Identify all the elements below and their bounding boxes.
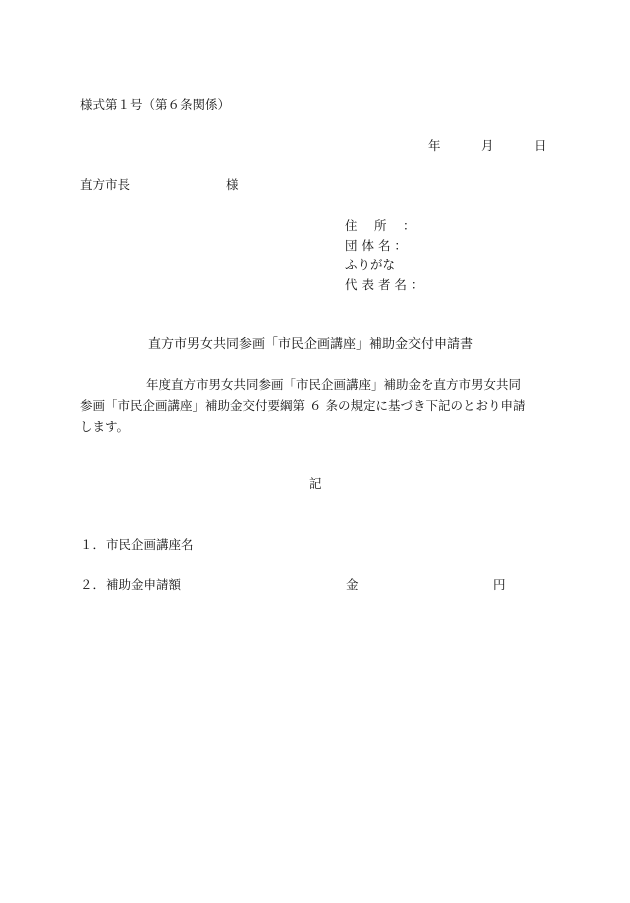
furigana-label: ふりがな	[345, 257, 396, 272]
body-paragraph	[80, 374, 560, 437]
body-line-3: します。	[80, 419, 130, 434]
date-month-label: 月	[481, 138, 494, 153]
date-day-label: 日	[534, 138, 547, 153]
addressee-honorific: 様	[226, 177, 239, 192]
amount-prefix: 金	[346, 577, 359, 592]
group-name-label: 団 体 名 ：	[345, 238, 407, 253]
item-1-number: １．	[80, 537, 106, 552]
date-year-label: 年	[428, 138, 441, 153]
address-label: 住 所 ：	[345, 218, 416, 233]
representative-label: 代 表 者 名 ：	[345, 277, 424, 292]
body-line-1: 年度直方市男女共同参画「市民企画講座」補助金を直方市男女共同	[146, 377, 522, 392]
item-1-label: 市民企画講座名	[106, 537, 194, 552]
body-line-2: 参画「市民企画講座」補助金交付要綱第 ６ 条の規定に基づき下記のとおり申請	[80, 398, 526, 413]
addressee-name: 直方市長	[80, 177, 131, 192]
form-number: 様式第１号（第６条関係）	[80, 97, 231, 112]
amount-suffix: 円	[493, 577, 506, 592]
document-title: 直方市男女共同参画「市民企画講座」補助金交付申請書	[148, 337, 474, 352]
ki-heading: 記	[309, 476, 322, 491]
item-2-number: ２．	[80, 577, 106, 592]
item-2-label: 補助金申請額	[106, 577, 182, 592]
